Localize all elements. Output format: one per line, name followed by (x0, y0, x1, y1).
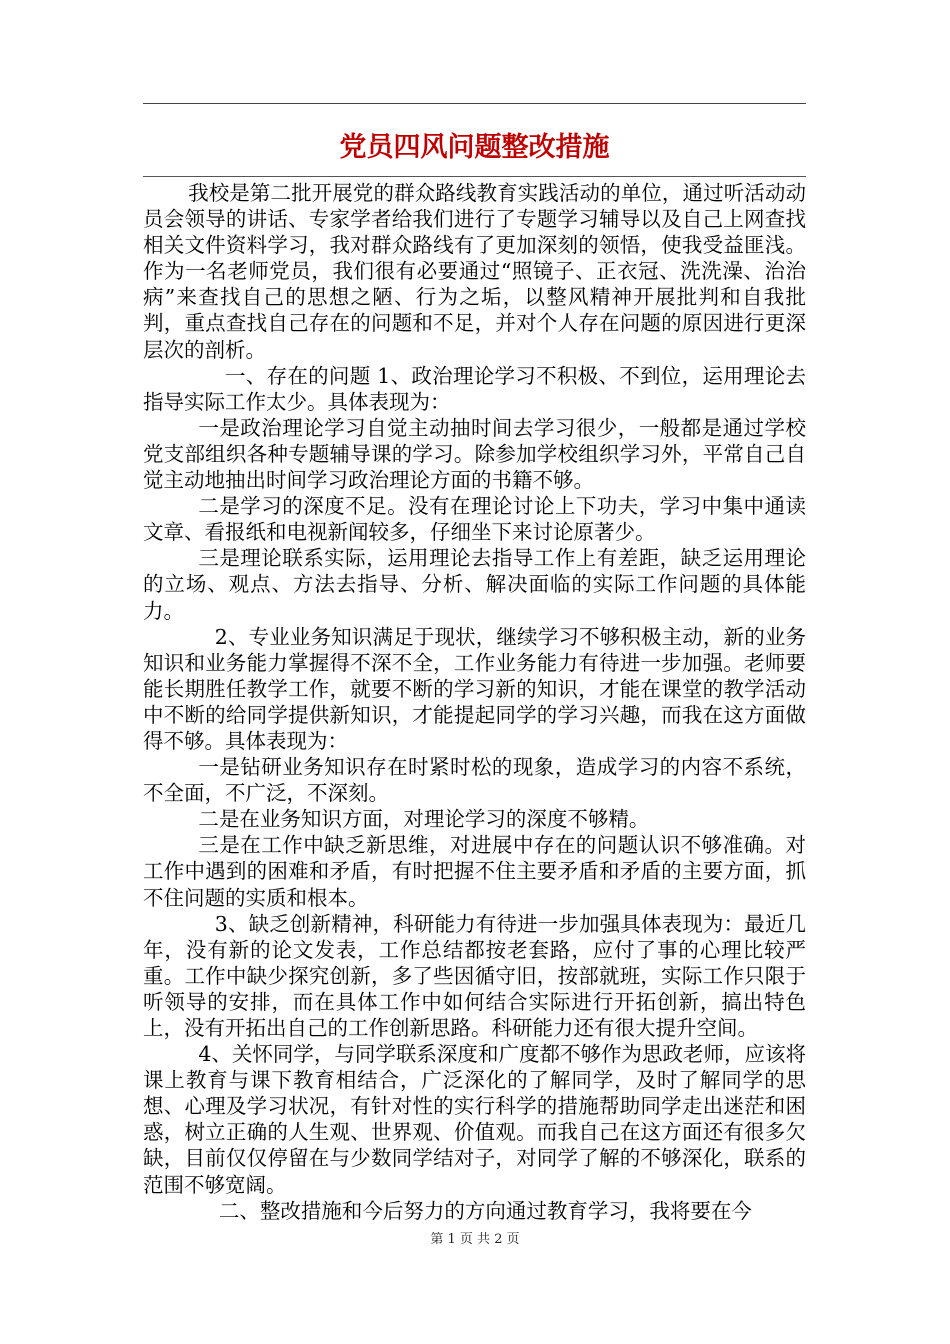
page-title: 党员四风问题整改措施 (339, 132, 610, 163)
paragraph: 我校是第二批开展党的群众路线教育实践活动的单位，通过听活动动员会领导的讲话、专家学者给我们进行了专题学习辅导以及自己上网查找相关文件资料学习，我对群众路线有了更加深刻的领悟，使我受益匪浅。作为一名老师党员，我们很有必要通过“照镜子、正衣冠、洗洗澡、治治病”来查找自己的思想之陋、行为之垢，以整风精神开展批判和自我批判，重点查找自己存在的问题和不足，并对个人存在问题的原因进行更深层次的剖析。 (143, 181, 806, 362)
paragraph: 2、专业业务知识满足于现状，继续学习不够积极主动，新的业务知识和业务能力掌握得不深不全，工作业务能力有待进一步加强。老师要能长期胜任教学工作，就要不断的学习新的知识，才能在课堂的教学活动中不断的给同学提供新知识，才能提起同学的学习兴趣，而我在这方面做得不够。具体表现为： (143, 624, 806, 753)
document-body (143, 180, 806, 1224)
title-underline (143, 176, 806, 177)
paragraph: 三是理论联系实际，运用理论去指导工作上有差距，缺乏运用理论的立场、观点、方法去指导、分析、解决面临的实际工作问题的具体能力。 (143, 546, 806, 623)
paragraph: 3、缺乏创新精神，科研能力有待进一步加强具体表现为：最近几年，没有新的论文发表，工作总结都按老套路，应付了事的心理比较严重。工作中缺少探究创新，多了些因循守旧，按部就班，实际工作只限于听领导的安排，而在具体工作中如何结合实际进行开拓创新，搞出特色上，没有开拓出自己的工作创新思路。科研能力还有很大提升空间。 (143, 911, 806, 1040)
header-rule (143, 103, 806, 104)
paragraph: 二是学习的深度不足。没有在理论讨论上下功夫，学习中集中通读文章、看报纸和电视新闻较多，仔细坐下来讨论原著少。 (143, 494, 806, 545)
paragraph: 一、存在的问题 1、政治理论学习不积极、不到位，运用理论去指导实际工作太少。具体表现为： (143, 363, 806, 414)
paragraph: 二是在业务知识方面，对理论学习的深度不够精。 (198, 807, 650, 832)
paragraph: 一是钻研业务知识存在时紧时松的现象，造成学习的内容不系统，不全面，不广泛，不深刻。 (143, 755, 806, 806)
paragraph: 一是政治理论学习自觉主动抽时间去学习很少，一般都是通过学校党支部组织各种专题辅导课的学习。除参加学校组织学习外，平常自己自觉主动地抽出时间学习政治理论方面的书籍不够。 (143, 415, 806, 493)
page-footer: 第 1 页 共 2 页 (430, 1232, 520, 1247)
paragraph: 二、整改措施和今后努力的方向通过教育学习，我将要在今 (218, 1198, 752, 1223)
paragraph: 三是在工作中缺乏新思维，对进展中存在的问题认识不够准确。对工作中遇到的困难和矛盾，有时把握不住主要矛盾和矛盾的主要方面，抓不住问题的实质和根本。 (143, 833, 806, 910)
paragraph: 4、关怀同学，与同学联系深度和广度都不够作为思政老师，应该将课上教育与课下教育相结合，广泛深化的了解同学，及时了解同学的思想、心理及学习状况，有针对性的实行科学的措施帮助同学走出迷茫和困惑，树立正确的人生观、世界观、价值观。而我自己在这方面还有很多欠缺，目前仅仅停留在与少数同学结对子，对同学了解的不够深化，联系的范围不够宽阔。 (143, 1042, 806, 1197)
